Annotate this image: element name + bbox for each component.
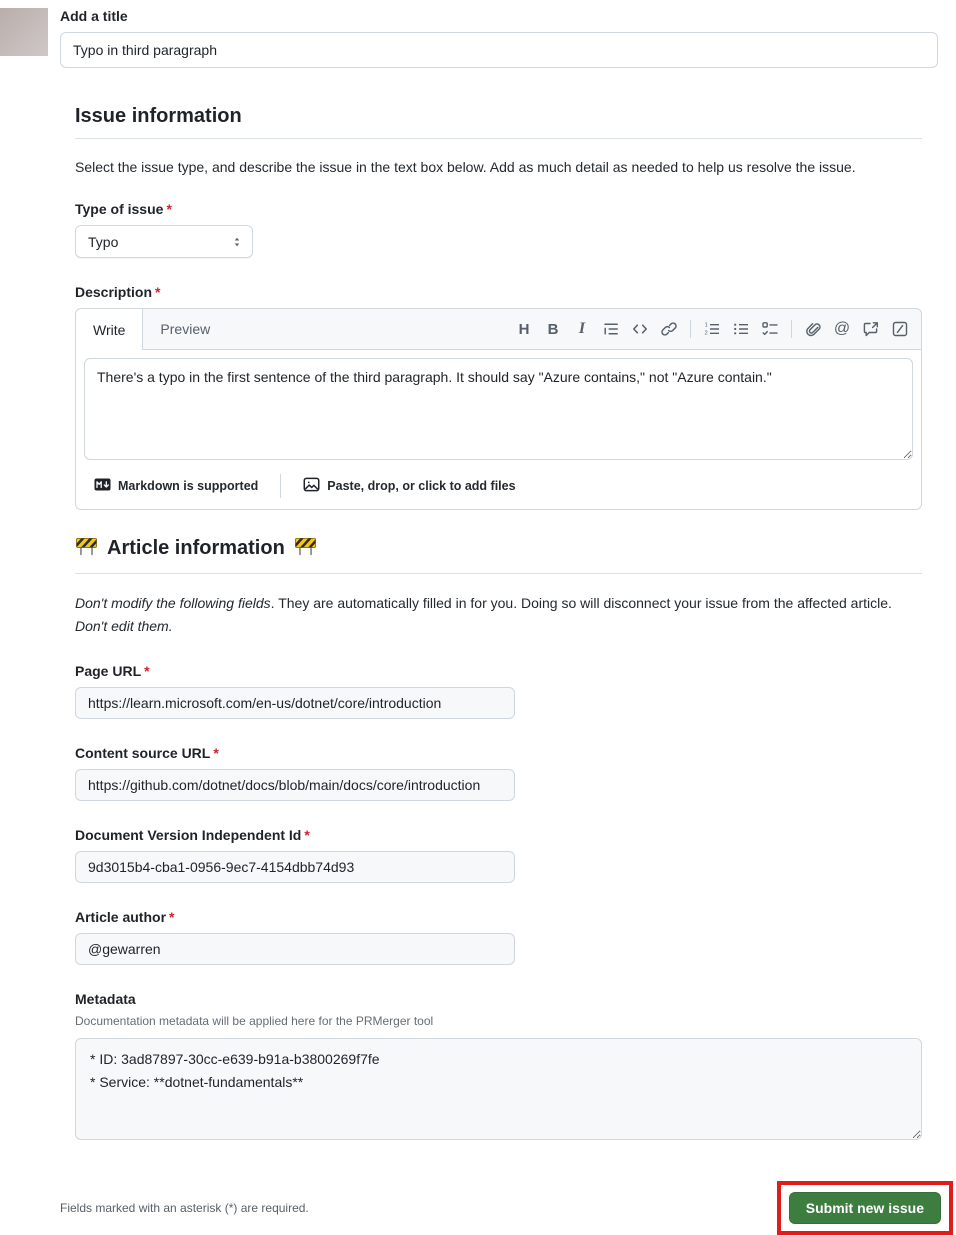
task-list-icon[interactable] xyxy=(756,315,784,343)
tab-preview[interactable]: Preview xyxy=(160,321,211,337)
svg-text:2: 2 xyxy=(704,330,708,337)
title-label: Add a title xyxy=(60,8,128,24)
quote-icon[interactable] xyxy=(597,315,625,343)
title-row xyxy=(0,0,956,68)
avatar xyxy=(0,8,48,56)
submit-new-issue-button[interactable]: Submit new issue xyxy=(789,1192,941,1224)
type-of-issue-select[interactable] xyxy=(75,225,253,258)
page-url-input[interactable] xyxy=(75,687,515,719)
slash-command-icon[interactable] xyxy=(886,315,914,343)
construction-sign-emoji xyxy=(294,534,317,563)
code-icon[interactable] xyxy=(626,315,654,343)
italic-icon[interactable]: I xyxy=(578,320,586,337)
page-url-label: Page URL * xyxy=(75,663,150,680)
article-information-heading-text: Article information xyxy=(107,537,285,559)
markdown-supported-link[interactable]: Markdown is supported xyxy=(86,474,266,498)
markdown-editor xyxy=(75,308,922,510)
editor-tab-bar xyxy=(76,309,921,350)
required-asterisk: * xyxy=(155,284,161,300)
issue-intro-text: Select the issue type, and describe the issue in the text box below. Add as much detail as needed to help us resolve the issue. xyxy=(75,159,856,175)
description-textarea[interactable] xyxy=(84,358,913,460)
content-source-url-label: Content source URL * xyxy=(75,745,219,762)
description-label: Description * xyxy=(75,284,161,300)
unordered-list-icon[interactable] xyxy=(727,315,755,343)
construction-sign-emoji xyxy=(75,534,98,563)
required-asterisk: * xyxy=(304,827,310,844)
toolbar-divider xyxy=(791,320,792,338)
markdown-toolbar xyxy=(510,309,921,349)
issue-information-heading xyxy=(75,105,922,139)
required-asterisk: * xyxy=(213,745,219,762)
toolbar-divider xyxy=(690,320,691,338)
editor-footer xyxy=(76,471,921,509)
article-information-heading xyxy=(75,534,922,574)
required-asterisk: * xyxy=(144,663,150,680)
required-asterisk: * xyxy=(166,201,172,217)
tab-write[interactable]: Write xyxy=(76,309,143,350)
type-of-issue-label: Type of issue * xyxy=(75,201,172,217)
heading-icon[interactable]: H xyxy=(518,320,530,338)
article-author-label: Article author * xyxy=(75,909,175,926)
title-input[interactable] xyxy=(60,32,938,68)
type-of-issue-select-wrap xyxy=(75,225,253,258)
paperclip-icon[interactable] xyxy=(799,315,827,343)
required-fields-note: Fields marked with an asterisk (*) are required. xyxy=(60,1201,309,1216)
ordered-list-icon[interactable] xyxy=(698,315,726,343)
metadata-textarea[interactable] xyxy=(75,1038,922,1140)
footer-divider xyxy=(280,474,281,498)
metadata-help-text: Documentation metadata will be applied here for the PRMerger tool xyxy=(75,1014,434,1029)
image-icon xyxy=(303,476,320,496)
metadata-label: Metadata xyxy=(75,991,136,1008)
do-not-modify-warning: Don't modify the following fields. They are automatically filled in for you. Doing so will disconnect your issue from the affected article. Don't edit them. xyxy=(75,595,892,634)
link-icon[interactable] xyxy=(655,315,683,343)
issue-information-heading-text: Issue information xyxy=(75,105,242,127)
issue-form xyxy=(75,105,922,1143)
document-version-id-label: Document Version Independent Id * xyxy=(75,827,310,844)
red-annotation-box xyxy=(777,1181,953,1235)
article-author-input[interactable] xyxy=(75,933,515,965)
mention-icon[interactable]: @ xyxy=(833,320,851,337)
document-version-id-input[interactable] xyxy=(75,851,515,883)
required-asterisk: * xyxy=(169,909,175,926)
bold-icon[interactable]: B xyxy=(547,320,559,338)
cross-reference-icon[interactable] xyxy=(857,315,885,343)
content-source-url-input[interactable] xyxy=(75,769,515,801)
form-footer xyxy=(60,1181,953,1235)
svg-text:1: 1 xyxy=(704,322,708,329)
attach-files-button[interactable]: Paste, drop, or click to add files xyxy=(295,472,523,500)
markdown-icon xyxy=(94,478,111,494)
